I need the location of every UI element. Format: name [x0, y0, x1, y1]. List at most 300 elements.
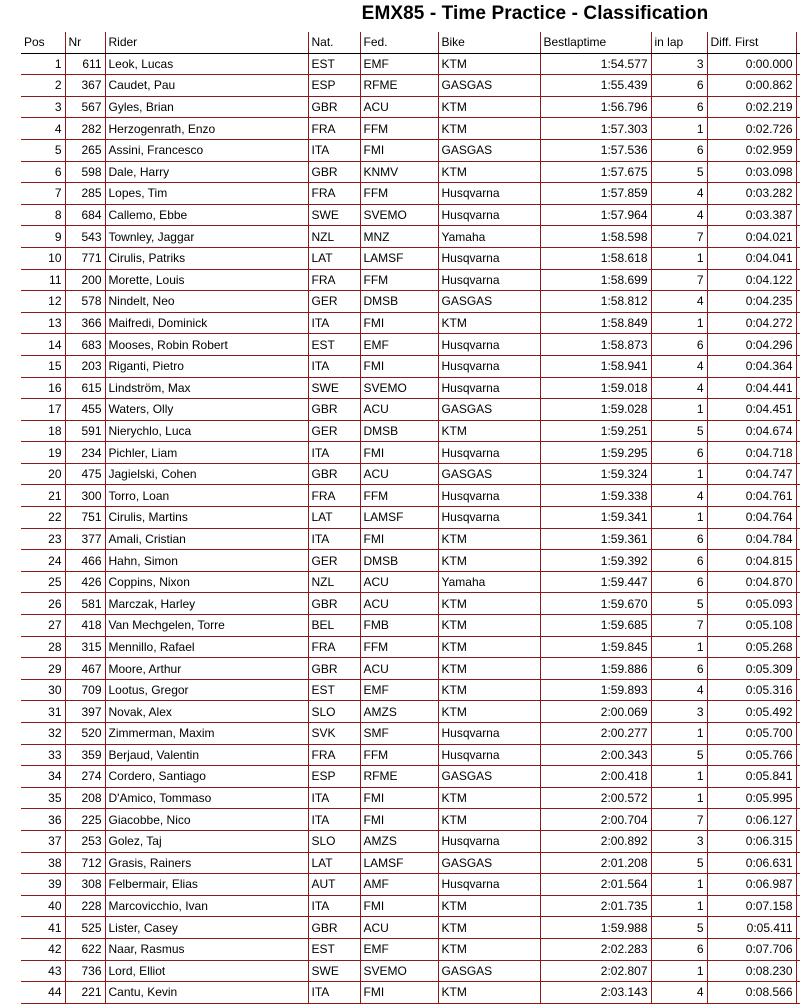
- cell-bestlaptime: 1:58.699: [540, 269, 651, 291]
- cell-extra: [796, 787, 800, 809]
- cell-in-lap: 1: [651, 874, 707, 896]
- cell-fed: FFM: [360, 744, 438, 766]
- header-rider: Rider: [105, 32, 308, 53]
- cell-diff-first: 0:04.451: [707, 399, 796, 421]
- cell-nat: ITA: [308, 312, 360, 334]
- cell-bike: GASGAS: [438, 291, 540, 313]
- cell-rider: Gyles, Brian: [105, 96, 308, 118]
- table-row: [21, 917, 800, 939]
- cell-bestlaptime: 1:59.685: [540, 615, 651, 637]
- table-row: [21, 938, 800, 960]
- header-diff-first: Diff. First: [707, 32, 796, 53]
- cell-extra: [796, 982, 800, 1004]
- cell-diff-first: 0:04.764: [707, 507, 796, 529]
- cell-in-lap: 6: [651, 96, 707, 118]
- cell-nat: LAT: [308, 507, 360, 529]
- cell-nr: 598: [65, 161, 105, 183]
- cell-fed: FFM: [360, 485, 438, 507]
- cell-in-lap: 1: [651, 766, 707, 788]
- cell-bestlaptime: 1:58.812: [540, 291, 651, 313]
- cell-diff-first: 0:04.747: [707, 463, 796, 485]
- cell-bike: KTM: [438, 938, 540, 960]
- cell-rider: Lord, Elliot: [105, 960, 308, 982]
- cell-in-lap: 1: [651, 636, 707, 658]
- cell-diff-first: 0:04.441: [707, 377, 796, 399]
- cell-fed: FFM: [360, 118, 438, 140]
- cell-nr: 308: [65, 874, 105, 896]
- cell-pos: 37: [21, 830, 65, 852]
- table-row: [21, 571, 800, 593]
- cell-bike: Husqvarna: [438, 355, 540, 377]
- cell-rider: Berjaud, Valentin: [105, 744, 308, 766]
- table-row: [21, 701, 800, 723]
- cell-bestlaptime: 1:57.536: [540, 139, 651, 161]
- cell-extra: [796, 895, 800, 917]
- cell-rider: Cantu, Kevin: [105, 982, 308, 1004]
- cell-bike: Husqvarna: [438, 830, 540, 852]
- cell-extra: [796, 204, 800, 226]
- cell-nat: SLO: [308, 830, 360, 852]
- cell-diff-first: 0:05.492: [707, 701, 796, 723]
- cell-bike: KTM: [438, 895, 540, 917]
- cell-extra: [796, 723, 800, 745]
- cell-extra: [796, 679, 800, 701]
- cell-rider: Herzogenrath, Enzo: [105, 118, 308, 140]
- cell-nat: ITA: [308, 355, 360, 377]
- cell-bestlaptime: 2:00.704: [540, 809, 651, 831]
- cell-rider: Cirulis, Martins: [105, 507, 308, 529]
- cell-in-lap: 7: [651, 226, 707, 248]
- cell-nat: SLO: [308, 701, 360, 723]
- cell-in-lap: 6: [651, 334, 707, 356]
- cell-in-lap: 5: [651, 852, 707, 874]
- cell-rider: Torro, Loan: [105, 485, 308, 507]
- cell-extra: [796, 96, 800, 118]
- cell-extra: [796, 744, 800, 766]
- cell-bike: KTM: [438, 658, 540, 680]
- cell-bike: Husqvarna: [438, 377, 540, 399]
- cell-extra: [796, 658, 800, 680]
- cell-fed: LAMSF: [360, 507, 438, 529]
- cell-diff-first: 0:04.364: [707, 355, 796, 377]
- cell-bestlaptime: 1:58.618: [540, 247, 651, 269]
- cell-bestlaptime: 1:57.964: [540, 204, 651, 226]
- cell-fed: AMZS: [360, 701, 438, 723]
- cell-pos: 29: [21, 658, 65, 680]
- cell-extra: [796, 874, 800, 896]
- cell-rider: Naar, Rasmus: [105, 938, 308, 960]
- cell-diff-first: 0:05.766: [707, 744, 796, 766]
- header-extra: [796, 32, 800, 53]
- table-row: [21, 355, 800, 377]
- cell-extra: [796, 139, 800, 161]
- cell-bike: GASGAS: [438, 463, 540, 485]
- cell-in-lap: 5: [651, 420, 707, 442]
- cell-pos: 21: [21, 485, 65, 507]
- cell-bestlaptime: 2:01.208: [540, 852, 651, 874]
- cell-nat: EST: [308, 53, 360, 75]
- cell-in-lap: 6: [651, 139, 707, 161]
- table-row: [21, 550, 800, 572]
- table-row: [21, 139, 800, 161]
- cell-bike: Yamaha: [438, 226, 540, 248]
- cell-bike: Yamaha: [438, 571, 540, 593]
- cell-extra: [796, 442, 800, 464]
- header-pos: Pos: [21, 32, 65, 53]
- table-row: [21, 528, 800, 550]
- cell-bike: GASGAS: [438, 960, 540, 982]
- cell-bestlaptime: 1:57.675: [540, 161, 651, 183]
- cell-diff-first: 0:05.316: [707, 679, 796, 701]
- cell-in-lap: 7: [651, 615, 707, 637]
- cell-in-lap: 6: [651, 658, 707, 680]
- page-title: EMX85 - Time Practice - Classification: [361, 3, 709, 24]
- table-header-row: [21, 32, 800, 53]
- cell-bike: Husqvarna: [438, 247, 540, 269]
- cell-pos: 10: [21, 247, 65, 269]
- cell-bestlaptime: 1:59.845: [540, 636, 651, 658]
- cell-bestlaptime: 1:57.303: [540, 118, 651, 140]
- table-row: [21, 183, 800, 205]
- cell-nr: 377: [65, 528, 105, 550]
- cell-bestlaptime: 2:00.892: [540, 830, 651, 852]
- cell-in-lap: 4: [651, 679, 707, 701]
- cell-diff-first: 0:03.282: [707, 183, 796, 205]
- cell-rider: Waters, Olly: [105, 399, 308, 421]
- cell-pos: 13: [21, 312, 65, 334]
- cell-extra: [796, 226, 800, 248]
- cell-rider: Moore, Arthur: [105, 658, 308, 680]
- cell-fed: FMI: [360, 442, 438, 464]
- cell-fed: FMI: [360, 355, 438, 377]
- cell-nr: 709: [65, 679, 105, 701]
- cell-diff-first: 0:08.566: [707, 982, 796, 1004]
- cell-rider: Lindström, Max: [105, 377, 308, 399]
- cell-in-lap: 1: [651, 247, 707, 269]
- cell-fed: LAMSF: [360, 247, 438, 269]
- cell-bike: Husqvarna: [438, 183, 540, 205]
- cell-in-lap: 7: [651, 269, 707, 291]
- cell-nat: GER: [308, 550, 360, 572]
- cell-pos: 42: [21, 938, 65, 960]
- cell-nat: EST: [308, 679, 360, 701]
- cell-in-lap: 6: [651, 571, 707, 593]
- cell-extra: [796, 183, 800, 205]
- cell-pos: 12: [21, 291, 65, 313]
- cell-rider: Van Mechgelen, Torre: [105, 615, 308, 637]
- cell-diff-first: 0:02.219: [707, 96, 796, 118]
- cell-fed: DMSB: [360, 291, 438, 313]
- cell-in-lap: 3: [651, 53, 707, 75]
- table-row: [21, 636, 800, 658]
- cell-diff-first: 0:08.230: [707, 960, 796, 982]
- cell-fed: EMF: [360, 938, 438, 960]
- table-row: [21, 874, 800, 896]
- table-row: [21, 787, 800, 809]
- cell-diff-first: 0:04.296: [707, 334, 796, 356]
- cell-in-lap: 1: [651, 463, 707, 485]
- cell-in-lap: 3: [651, 701, 707, 723]
- cell-extra: [796, 53, 800, 75]
- cell-diff-first: 0:04.815: [707, 550, 796, 572]
- cell-nr: 367: [65, 75, 105, 97]
- cell-in-lap: 1: [651, 312, 707, 334]
- table-row: [21, 593, 800, 615]
- table-row: [21, 723, 800, 745]
- cell-nat: GBR: [308, 917, 360, 939]
- cell-fed: FFM: [360, 183, 438, 205]
- cell-nr: 418: [65, 615, 105, 637]
- classification-table: [21, 32, 800, 1004]
- cell-nat: ITA: [308, 809, 360, 831]
- cell-bestlaptime: 2:00.277: [540, 723, 651, 745]
- cell-nat: EST: [308, 334, 360, 356]
- cell-rider: Caudet, Pau: [105, 75, 308, 97]
- cell-nat: BEL: [308, 615, 360, 637]
- cell-bestlaptime: 2:01.735: [540, 895, 651, 917]
- cell-extra: [796, 485, 800, 507]
- cell-fed: AMF: [360, 874, 438, 896]
- cell-nat: ITA: [308, 139, 360, 161]
- cell-pos: 22: [21, 507, 65, 529]
- cell-diff-first: 0:05.108: [707, 615, 796, 637]
- table-row: [21, 247, 800, 269]
- cell-extra: [796, 507, 800, 529]
- cell-bike: Husqvarna: [438, 204, 540, 226]
- cell-fed: FMI: [360, 312, 438, 334]
- cell-bike: Husqvarna: [438, 334, 540, 356]
- header-nat: Nat.: [308, 32, 360, 53]
- cell-bestlaptime: 1:59.018: [540, 377, 651, 399]
- cell-fed: SVEMO: [360, 204, 438, 226]
- header-fed: Fed.: [360, 32, 438, 53]
- cell-nr: 475: [65, 463, 105, 485]
- cell-bike: GASGAS: [438, 75, 540, 97]
- cell-fed: EMF: [360, 679, 438, 701]
- cell-in-lap: 4: [651, 291, 707, 313]
- cell-pos: 9: [21, 226, 65, 248]
- table-row: [21, 291, 800, 313]
- cell-diff-first: 0:06.987: [707, 874, 796, 896]
- table-row: [21, 852, 800, 874]
- table-row: [21, 507, 800, 529]
- cell-fed: FMI: [360, 809, 438, 831]
- cell-extra: [796, 247, 800, 269]
- cell-in-lap: 7: [651, 809, 707, 831]
- cell-nr: 426: [65, 571, 105, 593]
- cell-pos: 5: [21, 139, 65, 161]
- cell-bestlaptime: 2:00.418: [540, 766, 651, 788]
- cell-pos: 25: [21, 571, 65, 593]
- cell-rider: Nierychlo, Luca: [105, 420, 308, 442]
- cell-fed: FMI: [360, 787, 438, 809]
- cell-extra: [796, 571, 800, 593]
- header-bike: Bike: [438, 32, 540, 53]
- cell-nr: 265: [65, 139, 105, 161]
- cell-extra: [796, 377, 800, 399]
- cell-nr: 467: [65, 658, 105, 680]
- cell-nat: FRA: [308, 183, 360, 205]
- cell-pos: 40: [21, 895, 65, 917]
- cell-fed: SMF: [360, 723, 438, 745]
- cell-pos: 18: [21, 420, 65, 442]
- cell-rider: Felbermair, Elias: [105, 874, 308, 896]
- cell-fed: EMF: [360, 334, 438, 356]
- cell-extra: [796, 291, 800, 313]
- cell-rider: Novak, Alex: [105, 701, 308, 723]
- table-row: [21, 830, 800, 852]
- cell-bestlaptime: 1:55.439: [540, 75, 651, 97]
- cell-diff-first: 0:04.041: [707, 247, 796, 269]
- cell-pos: 17: [21, 399, 65, 421]
- table-row: [21, 204, 800, 226]
- cell-in-lap: 6: [651, 938, 707, 960]
- cell-nat: GBR: [308, 593, 360, 615]
- cell-fed: MNZ: [360, 226, 438, 248]
- cell-in-lap: 1: [651, 895, 707, 917]
- cell-bike: KTM: [438, 701, 540, 723]
- cell-in-lap: 5: [651, 744, 707, 766]
- cell-rider: Marczak, Harley: [105, 593, 308, 615]
- cell-bestlaptime: 1:59.670: [540, 593, 651, 615]
- cell-extra: [796, 334, 800, 356]
- cell-nat: FRA: [308, 636, 360, 658]
- cell-nat: FRA: [308, 118, 360, 140]
- cell-extra: [796, 269, 800, 291]
- cell-bestlaptime: 1:59.251: [540, 420, 651, 442]
- cell-rider: Callemo, Ebbe: [105, 204, 308, 226]
- cell-in-lap: 1: [651, 399, 707, 421]
- cell-bestlaptime: 1:58.941: [540, 355, 651, 377]
- cell-diff-first: 0:06.315: [707, 830, 796, 852]
- cell-pos: 39: [21, 874, 65, 896]
- cell-fed: DMSB: [360, 550, 438, 572]
- cell-fed: FMI: [360, 139, 438, 161]
- cell-in-lap: 1: [651, 960, 707, 982]
- cell-bestlaptime: 2:02.283: [540, 938, 651, 960]
- cell-bestlaptime: 1:59.341: [540, 507, 651, 529]
- cell-nat: AUT: [308, 874, 360, 896]
- cell-bestlaptime: 1:59.886: [540, 658, 651, 680]
- cell-bike: KTM: [438, 420, 540, 442]
- cell-nr: 611: [65, 53, 105, 75]
- cell-nat: SWE: [308, 204, 360, 226]
- cell-fed: FFM: [360, 269, 438, 291]
- cell-in-lap: 4: [651, 183, 707, 205]
- table-row: [21, 161, 800, 183]
- cell-diff-first: 0:05.093: [707, 593, 796, 615]
- table-row: [21, 312, 800, 334]
- cell-extra: [796, 960, 800, 982]
- cell-nat: SWE: [308, 960, 360, 982]
- cell-nr: 581: [65, 593, 105, 615]
- cell-nr: 274: [65, 766, 105, 788]
- cell-pos: 34: [21, 766, 65, 788]
- cell-in-lap: 1: [651, 507, 707, 529]
- cell-bestlaptime: 1:59.392: [540, 550, 651, 572]
- cell-pos: 31: [21, 701, 65, 723]
- cell-rider: Hahn, Simon: [105, 550, 308, 572]
- cell-bike: KTM: [438, 550, 540, 572]
- cell-fed: DMSB: [360, 420, 438, 442]
- cell-nat: GBR: [308, 399, 360, 421]
- cell-in-lap: 6: [651, 528, 707, 550]
- cell-bestlaptime: 1:59.988: [540, 917, 651, 939]
- cell-diff-first: 0:03.098: [707, 161, 796, 183]
- cell-pos: 11: [21, 269, 65, 291]
- cell-bike: KTM: [438, 312, 540, 334]
- cell-nr: 683: [65, 334, 105, 356]
- cell-rider: Giacobbe, Nico: [105, 809, 308, 831]
- cell-rider: Pichler, Liam: [105, 442, 308, 464]
- cell-nat: LAT: [308, 852, 360, 874]
- cell-extra: [796, 917, 800, 939]
- cell-nat: ESP: [308, 75, 360, 97]
- cell-in-lap: 4: [651, 204, 707, 226]
- cell-nat: GBR: [308, 96, 360, 118]
- cell-diff-first: 0:05.841: [707, 766, 796, 788]
- cell-diff-first: 0:04.674: [707, 420, 796, 442]
- cell-rider: Golez, Taj: [105, 830, 308, 852]
- cell-diff-first: 0:02.959: [707, 139, 796, 161]
- table-row: [21, 485, 800, 507]
- cell-pos: 23: [21, 528, 65, 550]
- cell-rider: Amali, Cristian: [105, 528, 308, 550]
- cell-rider: Zimmerman, Maxim: [105, 723, 308, 745]
- cell-pos: 6: [21, 161, 65, 183]
- cell-bestlaptime: 1:59.295: [540, 442, 651, 464]
- cell-diff-first: 0:04.761: [707, 485, 796, 507]
- cell-nr: 300: [65, 485, 105, 507]
- cell-fed: RFME: [360, 766, 438, 788]
- cell-fed: SVEMO: [360, 377, 438, 399]
- cell-extra: [796, 615, 800, 637]
- cell-nat: NZL: [308, 226, 360, 248]
- cell-nr: 578: [65, 291, 105, 313]
- cell-bike: GASGAS: [438, 139, 540, 161]
- cell-diff-first: 0:04.718: [707, 442, 796, 464]
- cell-bestlaptime: 1:59.361: [540, 528, 651, 550]
- cell-diff-first: 0:00.000: [707, 53, 796, 75]
- cell-nr: 622: [65, 938, 105, 960]
- cell-nr: 285: [65, 183, 105, 205]
- cell-extra: [796, 593, 800, 615]
- cell-nr: 712: [65, 852, 105, 874]
- cell-fed: AMZS: [360, 830, 438, 852]
- cell-bestlaptime: 1:59.028: [540, 399, 651, 421]
- cell-rider: Riganti, Pietro: [105, 355, 308, 377]
- cell-fed: SVEMO: [360, 960, 438, 982]
- cell-diff-first: 0:05.411: [707, 917, 796, 939]
- cell-extra: [796, 809, 800, 831]
- table-row: [21, 679, 800, 701]
- cell-fed: ACU: [360, 571, 438, 593]
- cell-fed: FMI: [360, 982, 438, 1004]
- cell-bestlaptime: 2:00.069: [540, 701, 651, 723]
- table-row: [21, 420, 800, 442]
- cell-rider: D'Amico, Tommaso: [105, 787, 308, 809]
- cell-in-lap: 6: [651, 75, 707, 97]
- cell-fed: EMF: [360, 53, 438, 75]
- cell-pos: 20: [21, 463, 65, 485]
- cell-nr: 520: [65, 723, 105, 745]
- cell-bike: KTM: [438, 636, 540, 658]
- cell-bike: KTM: [438, 53, 540, 75]
- cell-in-lap: 6: [651, 550, 707, 572]
- cell-extra: [796, 118, 800, 140]
- cell-fed: ACU: [360, 917, 438, 939]
- cell-pos: 30: [21, 679, 65, 701]
